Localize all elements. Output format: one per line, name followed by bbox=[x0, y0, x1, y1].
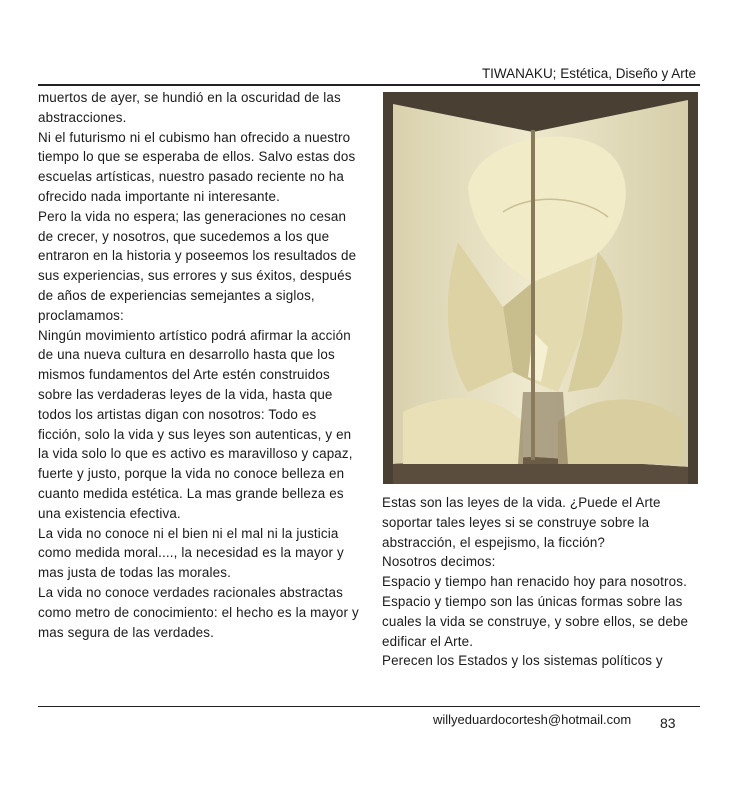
sculpture-photo bbox=[383, 92, 698, 484]
page-header-title: TIWANAKU; Estética, Diseño y Arte bbox=[481, 66, 696, 81]
paragraph: La vida no conoce verdades racionales abstractas como metro de conocimiento: el hecho es la mayor y mas segura de las verdades. bbox=[38, 584, 359, 640]
paragraph: muertos de ayer, se hundió en la oscuridad de las abstracciones. bbox=[38, 90, 341, 125]
footer-email: willyeduardocortesh@hotmail.com bbox=[433, 712, 632, 727]
paragraph: Ningún movimiento artístico podrá afirmar la acción de una nueva cultura en desarrollo hasta que los mismos fundamentos del Arte estén construidos sobre las verdaderas leyes de la vida, hasta que todos los artistas digan con nosotros: Todo es ficción, solo la vida y sus leyes son autenticas, y en la vida solo lo que es activo es maravilloso y capaz, fuerte y justo, porque la vida no conoce belleza en cuanto medida estética. La mas grande belleza es una existencia efectiva. bbox=[38, 327, 353, 521]
left-text-column bbox=[38, 88, 363, 642]
paragraph: La vida no conoce ni el bien ni el mal ni la justicia como medida moral...., la necesidad es la mayor y mas justa de todas las morales. bbox=[38, 525, 344, 581]
paragraph: Ni el futurismo ni el cubismo han ofrecido a nuestro tiempo lo que se esperaba de ellos. Salvo estas dos escuelas artísticas, nuestro pasado reciente no ha ofrecido nada importante ni interesante. bbox=[38, 129, 356, 204]
footer-rule bbox=[38, 706, 700, 707]
paragraph: Nosotros decimos: bbox=[382, 554, 496, 570]
paragraph: Pero la vida no espera; las generaciones no cesan de crecer, y nosotros, que sucedemos a los que entraron en la historia y poseemos los resultados de sus experiencias, sus errores y sus éxitos, después de años de experiencias semejantes a siglos, proclamamos: bbox=[38, 208, 357, 323]
paragraph: Espacio y tiempo han renacido hoy para nosotros. bbox=[382, 574, 687, 590]
header-rule bbox=[38, 84, 700, 86]
paragraph: Perecen los Estados y los sistemas políticos y bbox=[382, 653, 663, 669]
paragraph: Espacio y tiempo son las únicas formas sobre las cuales la vida se construye, y sobre ellos, se debe edificar el Arte. bbox=[382, 593, 689, 649]
page-number: 83 bbox=[660, 715, 676, 731]
paragraph: Estas son las leyes de la vida. ¿Puede el Arte soportar tales leyes si se construye sobre la abstracción, el espejismo, la ficción? bbox=[382, 495, 661, 550]
neck bbox=[518, 392, 568, 464]
right-text-column bbox=[382, 493, 704, 671]
